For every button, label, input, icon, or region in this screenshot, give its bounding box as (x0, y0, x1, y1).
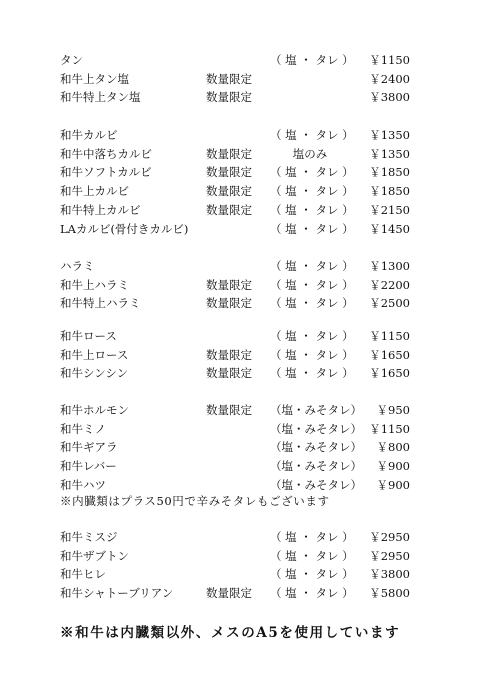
seasoning-options: （ 塩 ・ タレ ） (270, 530, 354, 544)
seasoning-options: （ 塩 ・ タレ ） (270, 548, 354, 563)
seasoning-options: （ 塩 ・ タレ ） (270, 221, 354, 236)
limited-quantity-label: 数量限定 (206, 277, 252, 292)
item-price: ￥5800 (369, 586, 410, 601)
item-name: 和牛レバー (60, 459, 117, 474)
menu-item (0, 401, 495, 419)
seasoning-options: （ 塩 ・ タレ ） (270, 586, 354, 601)
item-name: 和牛ロース (60, 329, 117, 343)
item-name: 和牛ギアラ (60, 440, 118, 455)
menu-item (0, 276, 495, 294)
menu-item (0, 70, 495, 88)
seasoning-options: （塩・みそタレ） (270, 459, 362, 474)
menu-item (0, 201, 495, 219)
item-price: ￥3800 (369, 90, 410, 105)
menu-item (0, 220, 495, 238)
menu-item (0, 163, 495, 181)
item-price: ￥1350 (369, 128, 410, 142)
limited-quantity-label: 数量限定 (206, 184, 252, 199)
seasoning-options: （ 塩 ・ タレ ） (270, 329, 354, 343)
menu-item (0, 51, 495, 69)
seasoning-options: （ 塩 ・ タレ ） (270, 53, 354, 67)
limited-quantity-label: 数量限定 (206, 165, 252, 180)
item-price: ￥2200 (369, 277, 410, 292)
item-name: 和牛ミスジ (60, 530, 118, 544)
item-name: 和牛ザブトン (60, 548, 129, 563)
menu-item (0, 182, 495, 200)
item-price: ￥2400 (369, 71, 410, 86)
menu-item (0, 547, 495, 565)
menu-item (0, 88, 495, 106)
item-name: 和牛特上カルビ (60, 202, 141, 217)
seasoning-options: （ 塩 ・ タレ ） (270, 366, 354, 381)
menu-item (0, 438, 495, 456)
limited-quantity-label: 数量限定 (206, 202, 252, 217)
menu-item (0, 584, 495, 602)
seasoning-options: （ 塩 ・ タレ ） (270, 184, 354, 199)
item-price: ￥3800 (369, 567, 410, 582)
limited-quantity-label: 数量限定 (206, 366, 252, 381)
item-name: 和牛シンシン (60, 366, 129, 381)
item-price: ￥2950 (369, 530, 410, 544)
menu-item (0, 126, 495, 144)
item-name: ハラミ (60, 259, 95, 273)
seasoning-options: 塩のみ (292, 146, 328, 161)
limited-quantity-label: 数量限定 (206, 586, 252, 601)
seasoning-options: （ 塩 ・ タレ ） (270, 347, 354, 362)
item-name: 和牛シャトーブリアン (60, 586, 174, 601)
item-price: ￥2150 (369, 202, 410, 217)
item-price: ￥1450 (369, 221, 410, 236)
item-price: ￥1300 (369, 259, 410, 273)
item-name: 和牛ミノ (60, 421, 106, 436)
menu-item (0, 476, 495, 494)
item-name: 和牛上ロース (60, 347, 129, 362)
item-price: ￥2950 (369, 548, 410, 563)
seasoning-options: （ 塩 ・ タレ ） (270, 128, 354, 142)
item-name: 和牛カルビ (60, 128, 118, 142)
item-name: 和牛ハツ (60, 477, 106, 492)
item-price: ￥800 (376, 440, 410, 455)
item-price: ￥1850 (369, 165, 410, 180)
menu-item (0, 420, 495, 438)
offal-sauce-note: ※内臓類はプラス50円で辛みそタレもございます (60, 494, 330, 508)
menu-item (0, 257, 495, 275)
item-name: タン (60, 53, 83, 67)
limited-quantity-label: 数量限定 (206, 296, 252, 311)
wagyu-grade-footnote: ※和牛は内臓類以外、メスのA5を使用しています (60, 625, 401, 641)
item-price: ￥900 (376, 477, 410, 492)
limited-quantity-label: 数量限定 (206, 71, 252, 86)
seasoning-options: （ 塩 ・ タレ ） (270, 259, 354, 273)
menu-item (0, 346, 495, 364)
menu-item (0, 327, 495, 345)
limited-quantity-label: 数量限定 (206, 90, 252, 105)
item-price: ￥950 (376, 403, 410, 417)
item-price: ￥1650 (369, 347, 410, 362)
seasoning-options: （塩・みそタレ） (270, 477, 362, 492)
item-name: 和牛上ハラミ (60, 277, 129, 292)
seasoning-options: （塩・みそタレ） (270, 421, 362, 436)
limited-quantity-label: 数量限定 (206, 347, 252, 362)
item-price: ￥1850 (369, 184, 410, 199)
menu-item (0, 294, 495, 312)
item-name: 和牛上カルビ (60, 184, 129, 199)
item-name: LAカルビ(骨付きカルビ) (60, 221, 189, 236)
item-name: 和牛ソフトカルビ (60, 165, 152, 180)
item-price: ￥1150 (369, 329, 410, 343)
seasoning-options: （ 塩 ・ タレ ） (270, 277, 354, 292)
seasoning-options: （ 塩 ・ タレ ） (270, 165, 354, 180)
menu-item (0, 457, 495, 475)
seasoning-options: （塩・みそタレ） (270, 440, 362, 455)
item-price: ￥1150 (369, 421, 410, 436)
item-price: ￥1350 (369, 146, 410, 161)
seasoning-options: （ 塩 ・ タレ ） (270, 567, 354, 582)
item-name: 和牛特上ハラミ (60, 296, 141, 311)
menu-item (0, 364, 495, 382)
limited-quantity-label: 数量限定 (206, 403, 252, 417)
menu-item (0, 565, 495, 583)
item-name: 和牛ホルモン (60, 403, 129, 417)
item-name: 和牛上タン塩 (60, 71, 129, 86)
item-price: ￥1150 (369, 53, 410, 67)
item-name: 和牛特上タン塩 (60, 90, 141, 105)
seasoning-options: （ 塩 ・ タレ ） (270, 202, 354, 217)
item-price: ￥1650 (369, 366, 410, 381)
item-name: 和牛ヒレ (60, 567, 106, 582)
item-name: 和牛中落ちカルビ (60, 146, 152, 161)
item-price: ￥2500 (369, 296, 410, 311)
limited-quantity-label: 数量限定 (206, 146, 252, 161)
menu-item (0, 145, 495, 163)
item-price: ￥900 (376, 459, 410, 474)
seasoning-options: （ 塩 ・ タレ ） (270, 296, 354, 311)
seasoning-options: （塩・みそタレ） (270, 403, 362, 417)
menu-item (0, 528, 495, 546)
